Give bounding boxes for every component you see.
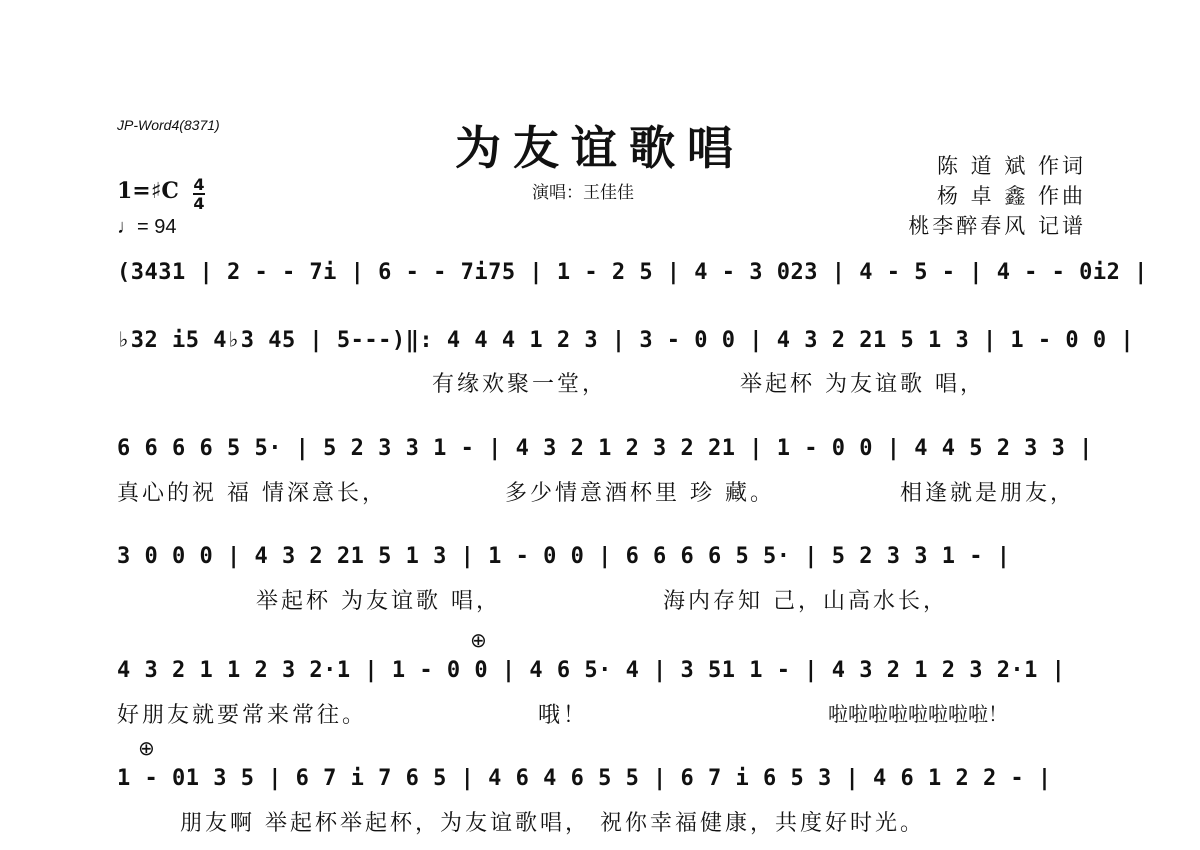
- time-signature-bottom: 4: [193, 194, 205, 213]
- lyric-line-6: 朋友啊 举起杯举起杯，为友谊歌唱， 祝你幸福健康，共度好时光。: [180, 811, 925, 836]
- transcriber-credit: 桃李醉春风 记谱: [908, 214, 1086, 238]
- time-signature: [193, 176, 205, 212]
- lyric-line-4b: 海内存知 己，山高水长，: [663, 589, 948, 614]
- score-line-2: ♭32 i5 4♭3 45 | 5---)‖: 4 4 4 1 2 3 | 3 - 0 0 | 4 3 2 21 5 1 3 | 1 - 0 0 |: [117, 328, 1135, 353]
- lyricist-credit: 陈 道 斌 作词: [936, 154, 1086, 178]
- coda-mark-2: ⊕: [138, 736, 155, 760]
- song-title: 为友谊歌唱: [455, 121, 745, 175]
- singer-credit: 演唱：王佳佳: [532, 183, 634, 203]
- lyric-line-4a: 举起杯 为友谊歌 唱，: [256, 589, 501, 614]
- score-line-4: 3 0 0 0 | 4 3 2 21 5 1 3 | 1 - 0 0 | 6 6 6 6 5 5· | 5 2 3 3 1 - |: [117, 544, 1011, 569]
- lyric-line-2b: 举起杯 为友谊歌 唱，: [740, 372, 985, 397]
- time-signature-top: 4: [193, 175, 205, 194]
- coda-mark-1: ⊕: [470, 628, 487, 652]
- lyric-line-5c: 啦啦啦啦啦啦啦啦！: [828, 702, 1008, 726]
- score-line-3: 6 6 6 6 5 5· | 5 2 3 3 1 - | 4 3 2 1 2 3 2 21 | 1 - 0 0 | 4 4 5 2 3 3 |: [117, 436, 1093, 461]
- version-label: JP-Word4(8371): [117, 117, 220, 133]
- key-signature: 1=♯C: [117, 178, 179, 204]
- score-line-6: 1 - 01 3 5 | 6 7 i 7 6 5 | 4 6 4 6 5 5 | 6 7 i 6 5 3 | 4 6 1 2 2 - |: [117, 766, 1052, 791]
- composer-credit: 杨 卓 鑫 作曲: [936, 184, 1086, 208]
- lyric-line-3c: 相逢就是朋友，: [900, 481, 1076, 506]
- lyric-line-5a: 好朋友就要常来常往。: [117, 703, 368, 728]
- tempo-marking: ♩= 94: [117, 216, 177, 238]
- score-line-1: (3431 | 2 - - 7i | 6 - - 7i75 | 1 - 2 5 | 4 - 3 023 | 4 - 5 - | 4 - - 0i2 |: [117, 260, 1148, 285]
- lyric-line-3a: 真心的祝 福 情深意长，: [117, 481, 387, 506]
- score-line-5: 4 3 2 1 1 2 3 2·1 | 1 - 0 0 | 4 6 5· 4 | 3 51 1 - | 4 3 2 1 2 3 2·1 |: [117, 658, 1066, 683]
- lyric-line-5b: 哦！: [538, 703, 589, 728]
- lyric-line-2a: 有缘欢聚一堂，: [432, 372, 608, 397]
- lyric-line-3b: 多少情意酒杯里 珍 藏。: [505, 481, 775, 506]
